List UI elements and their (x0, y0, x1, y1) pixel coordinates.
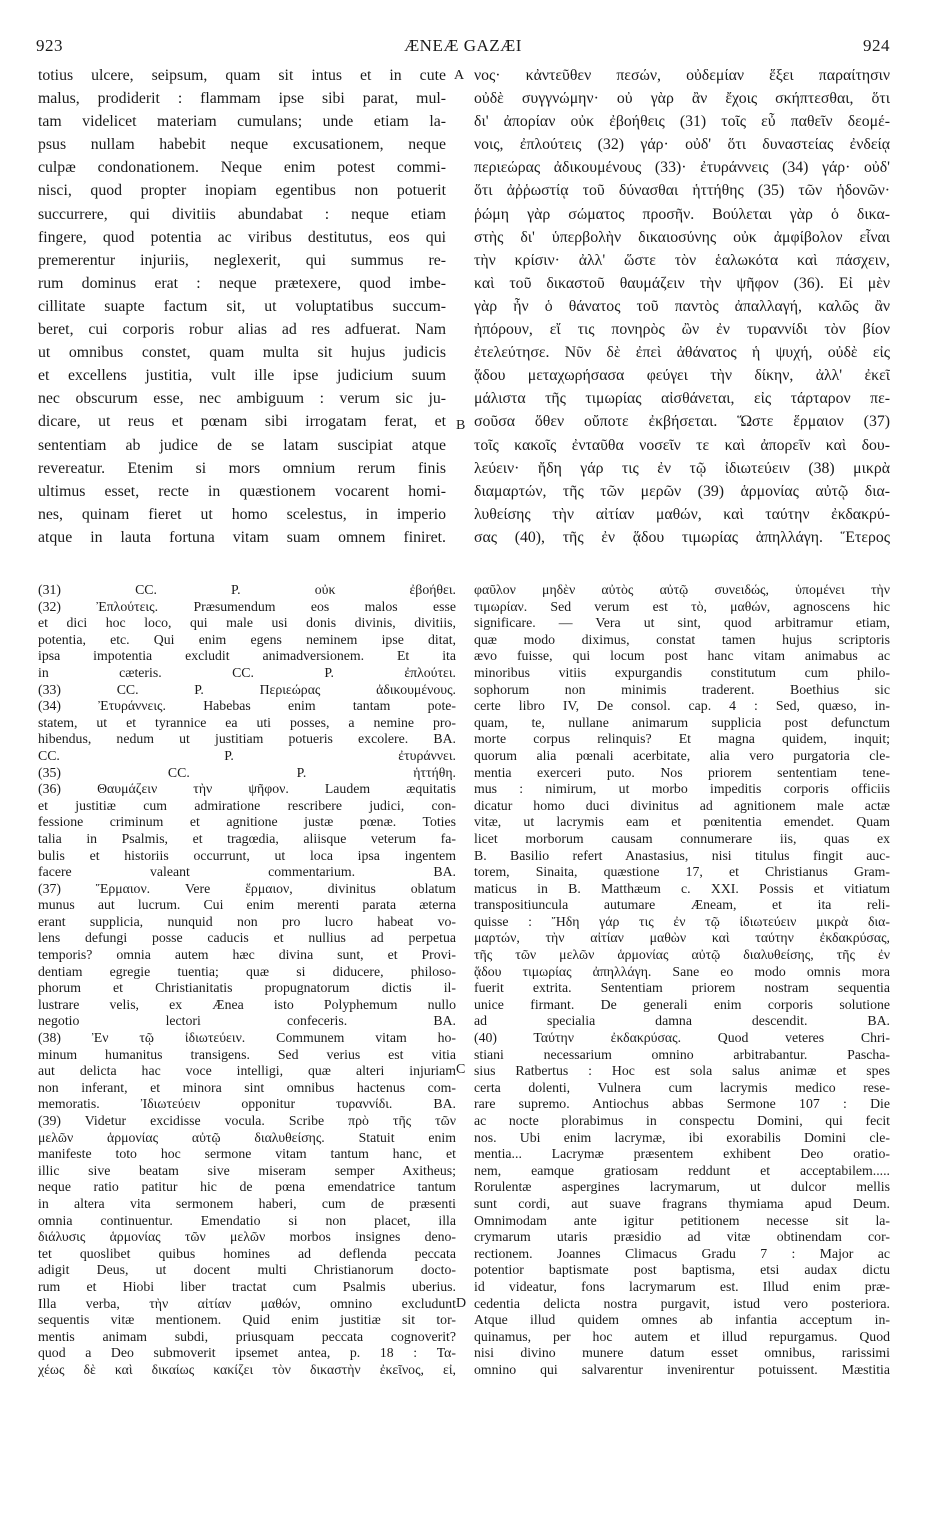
text-line: χέως δὲ καὶ δικαίως κακίζει τὸν δικαστὴν ἐκεῖνος, εἰ, (38, 1361, 456, 1377)
text-line: morte corpus relinquis? Et magna quidem, inquit; (474, 731, 890, 747)
text-line: potentia, etc. Qui enim egens neminem ipse ditat, (38, 631, 456, 647)
text-line: tam videlicet materiam cumulans; unde etiam la- (38, 113, 446, 131)
text-line: (37) Ἕρμαιον. Vere ἕρμαιον, divinitus oblatum (38, 880, 456, 896)
text-line: et excellens justitia, vult ille ipse judicium suum (38, 367, 446, 385)
text-line: Atque illud quidem omnes ab infantia acceptum in- (474, 1312, 890, 1328)
text-line: quorum alia pœnali acerbitate, alia vero purgatoria cle- (474, 747, 890, 763)
text-line: ὅτι ἀῤῥωστίᾳ τοῦ δύνασθαι ἡττήθης (35) τῶν ἡδονῶν· (474, 182, 890, 200)
text-line: τῆς τῶν μελῶν ἁρμονίας αὐτῷ διαλυθείσης, τῆς ἐν (474, 947, 890, 963)
text-line: rum et Hiobi liber tractat cum Psalmis uberius. (38, 1278, 456, 1294)
text-line: facere valeant commentarium. BA. (38, 864, 456, 880)
text-line: μαρτών, τὴν αἰτίαν μαθὼν καὶ ταύτην ἐκδακρύσας, (474, 930, 890, 946)
text-line: stiani necessarium omnino arbitrabantur. Pascha- (474, 1046, 890, 1062)
text-line: nisi divino munere datum esset omnibus, rarissimi (474, 1345, 890, 1361)
text-line: δι' ἀπορίαν οὐκ ἐβοήθεις (31) τοῖς εὖ παθεῖν δεομέ- (474, 113, 890, 131)
text-line: ævo fuisse, qui locum post hanc vitam animabus ac (474, 648, 890, 664)
text-line: CC. P. ἐτυράννει. (38, 747, 456, 763)
text-line: memoratis. Ἰδιωτεύειν opponitur τυραννίδι. BA. (38, 1096, 456, 1112)
text-line: nisci, quod propter inopiam egentibus non potuerit (38, 182, 446, 200)
text-line: illic sive beatam sive miseram semper Axitheus; (38, 1162, 456, 1178)
text-line: (34) Ἐτυράννεις. Habebas enim tantam pote- (38, 698, 456, 714)
text-line: fuerit extrita. Sententiam priorem nostram sequentia (474, 980, 890, 996)
text-line: sententiam ab judice de se latam suscipiat atque (38, 436, 446, 454)
text-line: quam, te, nullane animarum supplicia post defunctum (474, 714, 890, 730)
text-line: unice firmant. De generali enim corporis solutione (474, 996, 890, 1012)
text-line: λυθείσης τὴν αἰτίαν μαθών, καὶ ταύτην ἐκδακρύ- (474, 505, 890, 523)
text-line: rum dominus erat : neque prætexere, quod imbe- (38, 274, 446, 292)
text-line: in altera vita sermonem haberi, cum de præsenti (38, 1195, 456, 1211)
margin-marker-b: B (456, 418, 466, 433)
text-line: fessione criminum et agnitione justæ pœnæ. Toties (38, 814, 456, 830)
text-line: certe libro IV, De consol. cap. 4 : Sed, quæso, in- (474, 698, 890, 714)
text-line: nes, quinam fieret ut homo scelestus, in imperio (38, 505, 446, 523)
text-line: Illa verba, τὴν αἰτίαν μαθών, omnino excludunt (38, 1295, 456, 1311)
text-line: id videatur, fons lacrymarum est. Illud enim præ- (474, 1278, 890, 1294)
text-line: nos. Ubi enim lacrymæ, ibi exorabilis Domini cle- (474, 1129, 890, 1145)
running-title: ÆNEÆ GAZÆI (404, 36, 522, 55)
text-line: mentis animam subdi, priusquam peccata cognoverit? (38, 1328, 456, 1344)
text-line: φαῦλον μηδὲν αὐτὸς αὐτῷ συνειδώς, ὑπομένει τὴν (474, 582, 890, 597)
text-line: totius ulcere, seipsum, quam sit intus et in cute (38, 67, 446, 84)
text-line: ἠπόρουν, εἴ τις πονηρὸς ὢν ἐν τυραννίδι τὸν βίον (474, 321, 890, 339)
text-line: sophorum non minimis traderent. Boethius sic (474, 681, 890, 697)
text-line: B. Basilio refert Anastasius, nisi titulus fingit auc- (474, 847, 890, 863)
text-line: ἐτελεύτησε. Νῦν δὲ ἐπεὶ ἀθάνατος ἡ ψυχή, οὐδὲ εἰς (474, 344, 890, 362)
text-line: nem, eamque gratiosam reddunt et acceptabilem..... (474, 1162, 890, 1178)
text-line: temporis? omnia autem hæc divina sunt, et Provi- (38, 947, 456, 963)
text-line: σας (40), τῆς ἐν ᾅδου τιμωρίας ἀπηλλάγη. Ἕτερος (474, 528, 890, 546)
text-line: rectionem. Joannes Climacus Gradu 7 : Major ac (474, 1245, 890, 1261)
text-line: lustrare velis, ex Ænea isto Polyphemum nullo (38, 996, 456, 1012)
text-line: et justitiæ cum admiratione rescribere judici, con- (38, 797, 456, 813)
text-line: aut delicta hac voce intelligi, quæ alteri injuriam (38, 1063, 456, 1079)
latin-text-column (38, 64, 446, 549)
text-line: sequentis vitæ mentionem. Quid enim justitiæ sit tor- (38, 1312, 456, 1328)
text-line: dicare, ut reus et pœnam sibi irrogatam ferat, et (38, 413, 446, 431)
text-line: διάλυσις ἁρμονίας τῶν μελῶν morbos insignes deno- (38, 1229, 456, 1245)
text-line: ᾅδου τιμωρίας ἀπηλλάγη. Sane eo modo omnis mora (474, 963, 890, 979)
text-line: γὰρ ἦν ὁ θάνατος τοῦ παντὸς ἀπαλλαγή, καλῶς ἂν (474, 297, 890, 315)
text-line: cillitate suapte factum sit, ut voluptatibus succum- (38, 297, 446, 315)
text-line: potentior baptismate post baptisma, etsi audax dictu (474, 1262, 890, 1278)
footnotes-right-column (474, 582, 890, 1379)
text-line: quinamus, per hoc autem et illud repurgamus. Quod (474, 1328, 890, 1344)
text-line: sius Ratbertus : Hoc est sola salus animæ et spes (474, 1063, 890, 1079)
greek-text-column (474, 64, 890, 549)
text-line: quæ modo diximus, constat tamen hujus scriptoris (474, 631, 890, 647)
left-page-number: 923 (36, 36, 63, 55)
text-line: nec obscurum esse, nec ambiguum : verum sic ju- (38, 390, 446, 408)
text-line: τιμωρίαν. Sed verum est τὸ, μαθών, agnoscens hic (474, 598, 890, 614)
text-line: λεύειν· ἤδη γάρ τις ἐν τῷ ἰδιωτεύειν (38) μικρὰ (474, 459, 890, 477)
text-line: adigit Deus, ut docent multi Christianorum docto- (38, 1262, 456, 1278)
text-line: Omnimodam ante igitur petitionem necesse sit la- (474, 1212, 890, 1228)
text-line: quisse : Ἤδη γάρ τις ἐν τῷ ἰδιωτεύειν μικρὰ δια- (474, 913, 890, 929)
text-line: cedentia delicta nostra purgavit, istud vero posteriora. (474, 1295, 890, 1311)
text-line: (35) CC. P. ἡττήθη. (38, 764, 456, 780)
text-line: ut omnibus constet, quam multa sit hujus judicis (38, 344, 446, 362)
text-line: περιεώρας ἀδικουμένους (33)· ἐτυράννεις (34) γάρ· οὐδ' (474, 159, 890, 177)
text-line: rare supremo. Antiochus abbas Sermone 107 : Die (474, 1096, 890, 1112)
text-line: erant supplicia, nunquid non pro lucro habeat vo- (38, 913, 456, 929)
text-line: non inferant, et minora sint omnibus hactenus com- (38, 1079, 456, 1095)
text-line: in cæteris. CC. P. ἐπλούτει. (38, 664, 456, 680)
text-line: premerentur injuriis, neglexerit, qui summus re- (38, 251, 446, 269)
text-line: οὐδὲ συγγνώμην· οὐ γὰρ ἂν ἔχοις σκήπτεσθαι, ὅτι (474, 90, 890, 108)
text-line: διαμαρτών, τῆς τῶν μερῶν (39) ἁρμονίας αὐτῷ δια- (474, 482, 890, 500)
text-line: καὶ τοῦ δικαστοῦ θαυμάζειν τὴν ψῆφον (36). Εἰ μὲν (474, 274, 890, 292)
text-line: crymarum utaris præsidio ad vitæ obtinendam cor- (474, 1229, 890, 1245)
text-line: dentiam egregie tuentia; quæ si diducere, philoso- (38, 963, 456, 979)
text-line: sunt cordi, aut suave fragrans thymiama apud Deum. (474, 1195, 890, 1211)
text-line: neque ratio patitur hic de pœna emendatrice tantum (38, 1179, 456, 1195)
text-line: tet quoslibet quibus homines ad deflenda peccata (38, 1245, 456, 1261)
text-line: mus : nimirum, ut morbo impeditis corporis officiis (474, 781, 890, 797)
margin-marker-c: C (456, 1062, 466, 1077)
text-line: ac nocte plorabimus in conspectu Domini, qui fecit (474, 1113, 890, 1128)
text-line: minoribus vitiis expurgandis constitutum cum philo- (474, 664, 890, 680)
text-line: omnino qui salvarentur invenirentur potuissent. Mæstitia (474, 1361, 890, 1377)
text-line: dicatur homo duci divinitus ad agnitionem male actæ (474, 797, 890, 813)
text-line: succurrere, qui divitiis abundabat : neque etiam (38, 205, 446, 223)
text-line: beret, cui corporis robur alias ad res adfuerat. Nam (38, 321, 446, 339)
text-line: μελῶν ἁρμονίας αὐτῷ διαλυθείσης. Statuit enim (38, 1129, 456, 1145)
margin-marker-a: A (454, 68, 465, 83)
text-line: (33) CC. P. Περιεώρας ἀδικουμένους. (38, 681, 456, 697)
text-line: hibendus, nedum ut justitiam potueris excolere. BA. (38, 731, 456, 747)
text-line: minum humanitus transigens. Sed verius est vitia (38, 1046, 456, 1062)
text-line: τοῖς κακοῖς ἐνταῦθα νοσεῖν τε καὶ ἀπορεῖν καὶ δου- (474, 436, 890, 454)
right-page-number: 924 (863, 36, 890, 55)
text-line: licet morborum causam connumerare iis, quas ex (474, 830, 890, 846)
text-line: vitæ, ut lacrymis eam et pœnitentia emendet. Quam (474, 814, 890, 830)
text-line: significare. — Vera ut sint, quod arbitramur etiam, (474, 615, 890, 631)
text-line: transpositiuncula autumare Æneam, et ita reli- (474, 897, 890, 913)
text-line: negotio lectori confeceris. BA. (38, 1013, 456, 1029)
text-line: νος· κἀντεῦθεν πεσών, οὐδεμίαν ἕξει παραίτησιν (474, 67, 890, 84)
text-line: (40) Ταύτην ἐκδακρύσας. Quod veteres Chri- (474, 1030, 890, 1046)
text-line: ipsa impotentia excludit animadversionem. Et ita (38, 648, 456, 664)
text-line: revereatur. Etenim si mors omnium rerum finis (38, 459, 446, 477)
text-line: manifeste toto hoc sermone vitam tantum hanc, et (38, 1146, 456, 1162)
text-line: ultimus esset, recte in quæstionem vocarent homi- (38, 482, 446, 500)
text-line: maticus in B. Matthæum c. XXI. Possis et vitiatum (474, 880, 890, 896)
text-line: Rorulentæ aspergines lacrymarum, ut dulcor mellis (474, 1179, 890, 1195)
text-line: (39) Videtur excidisse vocula. Scribe πρὸ τῆς τῶν (38, 1113, 456, 1128)
text-line: quod a Deo submoverit ipsemet antea, p. 18 : Τα- (38, 1345, 456, 1361)
text-line: (38) Ἐν τῷ ἰδιωτεύειν. Communem vitam ho- (38, 1030, 456, 1046)
text-line: mentia... Lacrymæ præsentem exhibent Deo oratio- (474, 1146, 890, 1162)
text-line: omnia continuentur. Emendatio si non placet, illa (38, 1212, 456, 1228)
text-line: lens defungi posse caducis et nullius ad perpetua (38, 930, 456, 946)
text-line: ᾅδου μεταχωρήσασα φεύγει τὴν δίκην, ἀλλ' ἐκεῖ (474, 367, 890, 385)
text-line: mentia exerceri puto. Nos priorem sententiam tene- (474, 764, 890, 780)
text-line: psus nullam habebit neque excusationem, neque (38, 136, 446, 154)
text-line: (36) Θαυμάζειν τὴν ψῆφον. Laudem æquitatis (38, 781, 456, 797)
text-line: νοις, ἐπλούτεις (32) γάρ· οὐδ' ὅτι δυναστείας ἐνδείᾳ (474, 136, 890, 154)
text-line: (32) Ἐπλούτεις. Præsumendum eos malos esse (38, 598, 456, 614)
text-line: fingere, quod potentia ac viribus destitutus, eos qui (38, 228, 446, 246)
text-line: ῥώμη γὰρ σώματος προσῆν. Βούλεται γὰρ ὁ δικα- (474, 205, 890, 223)
margin-marker-d: D (456, 1296, 467, 1311)
text-line: certa dolenti, Vulnera cum lacrymis medico rese- (474, 1079, 890, 1095)
text-line: phorum et Christianitatis propugnatorum dictis il- (38, 980, 456, 996)
text-line: statem, ut et tyrannice ea uti posses, a nemine pro- (38, 714, 456, 730)
footnotes-left-column (38, 582, 456, 1379)
text-line: ad specialia damna descendit. BA. (474, 1013, 890, 1029)
text-line: malus, prodiderit : flammam ipse sibi parat, mul- (38, 90, 446, 108)
text-line: τὴν κρίσιν· ἀλλ' ὥστε τὸν ἑαλωκότα καὶ πάσχειν, (474, 251, 890, 269)
text-line: torem, Sinaita, quæstione 17, et Christianus Gram- (474, 864, 890, 880)
text-line: σοῦσα ὅθεν οὔποτε ἐκβήσεται. Ὥστε ἕρμαιον (37) (474, 413, 890, 431)
text-line: bulis et historiis occurrunt, ut loca ipsa ingentem (38, 847, 456, 863)
text-line: μάλιστα τῆς τιμωρίας αἰσθάνεται, εἰς τάρταρον πε- (474, 390, 890, 408)
page-header (36, 36, 890, 60)
text-line: (31) CC. P. οὐκ ἐβοήθει. (38, 582, 456, 597)
text-line: atque in lauta fortuna vitam suam omnem finiret. (38, 528, 446, 546)
text-line: talia in Psalmis, et tragœdia, aliisque veterum fa- (38, 830, 456, 846)
text-line: et dici hoc loco, qui male usi donis divinis, divitiis, (38, 615, 456, 631)
text-line: culpæ condonationem. Neque enim potest commi- (38, 159, 446, 177)
text-line: στὴς δι' ὑπερβολὴν δικαιοσύνης οὐκ ἀμφίβολον εἶναι (474, 228, 890, 246)
text-line: munus aut lucrum. Cui enim merenti parata æterna (38, 897, 456, 913)
